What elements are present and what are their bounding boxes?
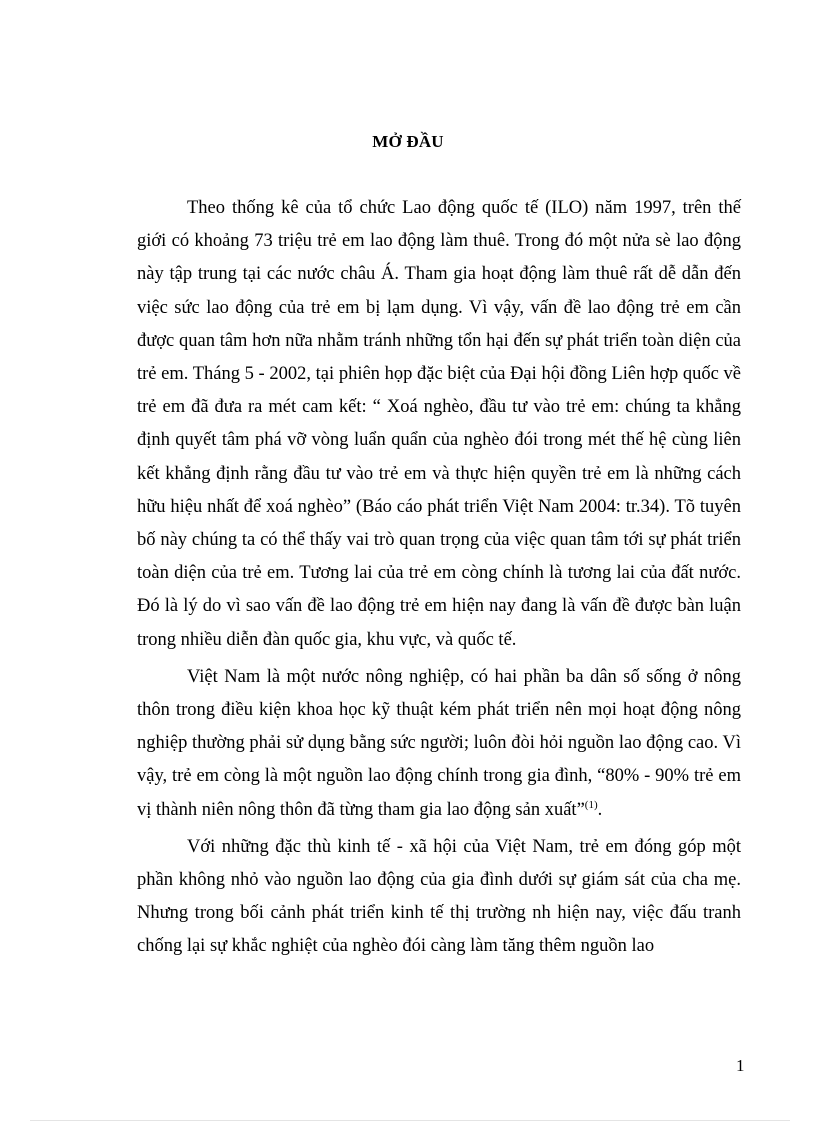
paragraph-2 [137, 661, 741, 827]
page-bottom-divider [30, 1120, 790, 1121]
paragraph-2-end: . [597, 799, 603, 820]
paragraph-3 [137, 831, 741, 964]
page-title: MỞ ĐẦU [372, 132, 444, 151]
page-number: 1 [736, 1056, 745, 1075]
footnote-marker[interactable]: (1) [584, 798, 598, 811]
paragraph-1-text: Theo thống kê của tổ chức Lao động quốc tế (ILO) năm 1997, trên thế giới có khoảng 73 triệu trẻ em lao động làm thuê. Trong đó một nửa sè lao động này tập trung tại các nước châu Á. Tham gia hoạt động làm thuê rất dễ dẫn đến việc sức lao động của trẻ em bị lạm dụng. Vì vậy, vấn đề lao động trẻ em cần được quan tâm hơn nữa nhằm tránh những tổn hại đến sự phát triển toàn diện của trẻ em. Tháng 5 - 2002, tại phiên họp đặc biệt của Đại hội đồng Liên hợp quốc về trẻ em đã đưa ra mét cam kết: “ Xoá nghèo, đầu tư vào trẻ em: chúng ta khẳng định quyết tâm phá vỡ vòng luẩn quẩn của nghèo đói trong mét thế hệ cùng liên kết khẳng định rằng đầu tư vào trẻ em và thực hiện quyền trẻ em là những cách hữu hiệu nhất để xoá nghèo” (Báo cáo phát triển Việt Nam 2004: tr.34). Tõ tuyên bố này chúng ta có thể thấy vai trò quan trọng của việc quan tâm tới sự phát triển toàn diện của trẻ em. Tương lai của trẻ em còng chính là tương lai của đất nước. Đó là lý do vì sao vấn đề lao động trẻ em hiện nay đang là vấn đề được bàn luận trong nhiều diễn đàn quốc gia, khu vực, và quốc tế. [137, 198, 741, 650]
paragraph-1 [137, 192, 741, 657]
body-text [137, 192, 741, 964]
paragraph-2-text: Việt Nam là một nước nông nghiệp, có hai phần ba dân số sống ở nông thôn trong điều kiện khoa học kỹ thuật kém phát triển nên mọi hoạt động nông nghiệp thường phải sử dụng bằng sức người; luôn đòi hỏi nguồn lao động cao. Vì vậy, trẻ em còng là một nguồn lao động chính trong gia đình, “80% - 90% trẻ em vị thành niên nông thôn đã từng tham gia lao động sản xuất” [137, 666, 741, 820]
paragraph-3-text: Với những đặc thù kinh tế - xã hội của Việt Nam, trẻ em đóng góp một phần không nhỏ vào nguồn lao động của gia đình dưới sự giám sát của cha mẹ. Nhưng trong bối cảnh phát triển kinh tế thị trường nh hiện nay, việc đấu tranh chống lại sự khắc nghiệt của nghèo đói càng làm tăng thêm nguồn lao [137, 836, 741, 957]
